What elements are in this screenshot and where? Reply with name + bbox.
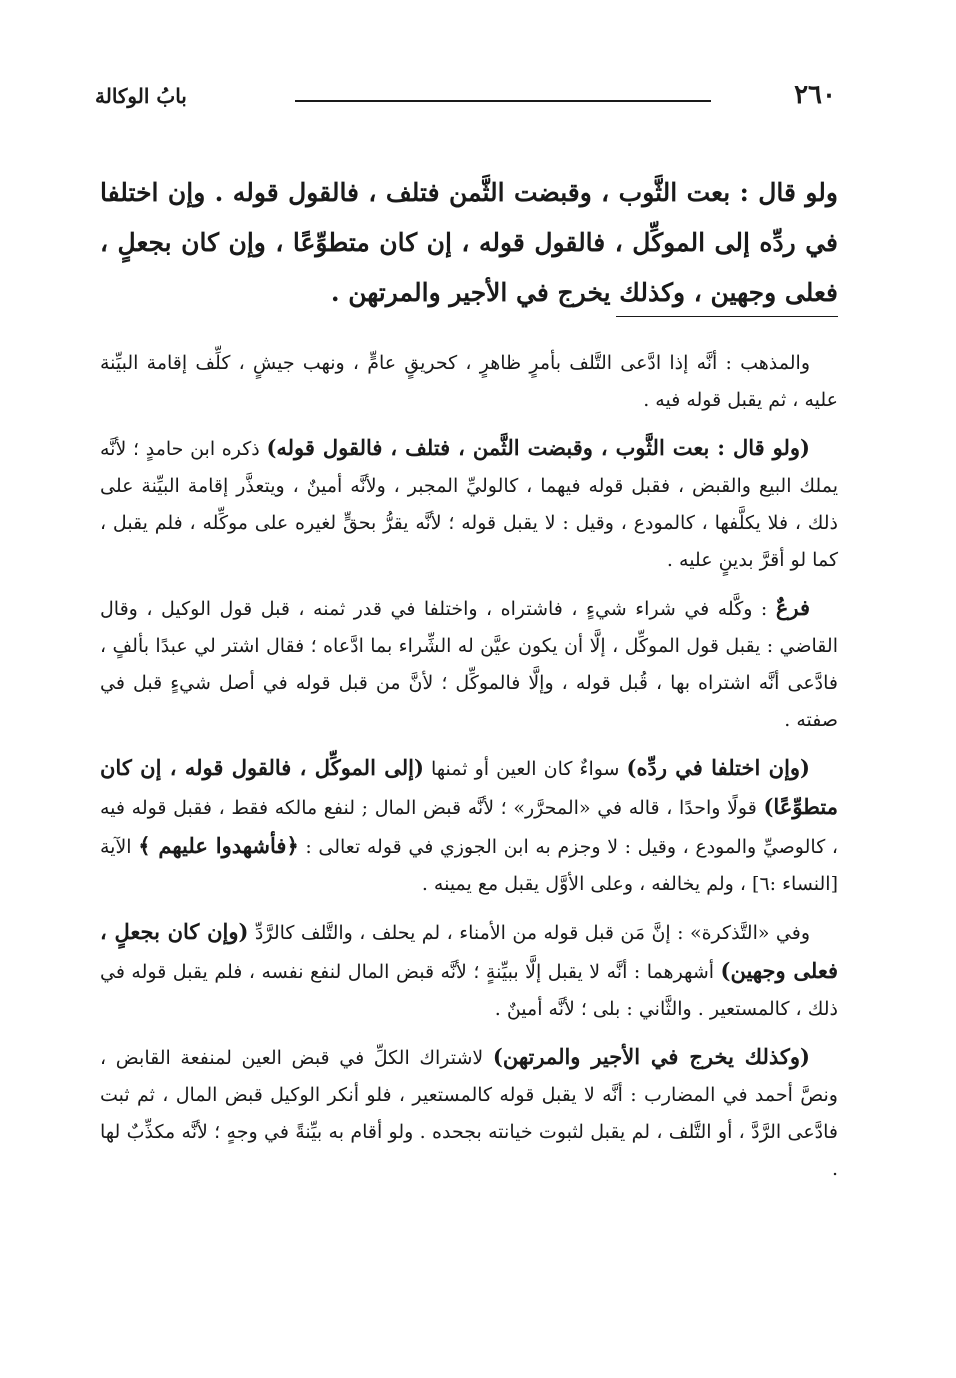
header-rule [295,100,711,102]
page-header [95,78,836,118]
paragraph-text: قولًا واحدًا ، قاله في «المحرَّر» ؛ لأنَّه قبض المال ; لنفع مالكه فقط ، فقبل قوله فيه ، كالوصيِّ والمودع ، وقيل : لا وجزم به ابن الجوزي في قوله تعالى : [100,797,838,858]
quoted-matn: (وكذلك يخرج في الأجير والمرتهن) [492,1044,810,1069]
paragraph-text: وفي «التَّذكرة» : إنَّ مَن قبل قوله من الأمناء ، لم يحلف ، والتَّلف كالرَّدِّ [248,922,810,944]
paragraph-text: لاشتراك الكلِّ في قبض العين لمنفعة القابض ، ونصَّ أحمد في المضارب : أنَّه لا يقبل قوله كالمستعير ، فلو أنكر الوكيل قبض المال ، ثم ثبت فادَّعى الرَّدَّ ، أو التَّلف ، لم يقبل لثبوت خيانته بجحده . ولو أقام به بيِّنةً في وجهٍ ؛ لأنَّه مكذِّبٌ لها . [100,1047,838,1180]
paragraph-text: الآية [النساء :٦] ، ولم يخالفه ، وعلى الأوَّل يقبل مع يمينه . [100,836,838,895]
commentary-paragraph-6 [100,1038,838,1188]
commentary-paragraph-1 [100,345,838,419]
paragraph-text: أشهرهما : أنَّه لا يقبل إلَّا ببيِّنةٍ ؛ لأنَّه قبض المال لنفع نفسه ، فلم يقبل قوله في ذلك ، كالمستعير . والثَّاني : بلى ؛ لأنَّه أمينٌ . [100,961,838,1020]
commentary [100,345,838,1198]
chapter-title: بابُ الوكالة [95,84,187,108]
paragraph-text: ذكره ابن حامدٍ ؛ لأنَّه يملك البيع والقبض ، فقبل قوله فيهما ، كالوليِّ المجبر ، ولأنَّه أمينٌ ، ويتعذَّر إقامة البيِّنة على ذلك ، فلا يكلَّفها ، كالمودع ، وقيل : لا يقبل قوله ؛ لأنَّه يقرُّ بحقٍّ لغيره على موكِّله ، فلم يقبل ، كما لو أقرَّ بدينٍ عليه . [100,438,838,571]
paragraph-text: : وكَّله في شراء شيءٍ ، فاشتراه ، واختلفا في قدر ثمنه ، قبل قول الوكيل ، وقال القاضي : يقبل قول الموكِّل ، إلَّا أن يكون عيَّن له الشِّراء بما ادَّعاه ؛ فقال اشتر لي عبدًا بألفٍ ، فادَّعى أنَّه اشتراه بها ، قُبل قوله ، وإلَّا فالموكِّل ؛ لأنَّ من قبل قوله في أصل شيءٍ قبل في صفته . [100,598,838,731]
quoted-matn: (وإن اختلفا في ردِّه) [626,755,810,780]
page-number: ٢٦٠ [794,80,836,110]
commentary-paragraph-3 [100,589,838,739]
quoted-matn: (ولو قال : بعت الثَّوب ، وقبضت الثَّمن ، فتلف ، فالقول قوله) [266,435,810,460]
commentary-paragraph-4 [100,749,838,903]
commentary-paragraph-5 [100,913,838,1028]
section-divider [616,316,838,317]
paragraph-text: سواءٌ كان العين أو ثمنها [423,758,627,780]
matn-text: ولو قال : بعت الثَّوب ، وقبضت الثَّمن فتلف ، فالقول قوله . وإن اختلفا في ردِّه إلى الموكِّل ، فالقول قوله ، إن كان متطوِّعًا ، وإن كان بجعلٍ ، فعلى وجهين ، وكذلك يخرج في الأجير والمرتهن . [100,178,838,307]
far-heading: فرعٌ [775,595,810,620]
paragraph-text: والمذهب : أنَّه إذا ادَّعى التَّلف بأمرٍ ظاهرٍ ، كحريقٍ عامٍّ ، ونهب جيشٍ ، كلِّف إقامة البيِّنة عليه ، ثم يقبل قوله فيه . [100,352,838,411]
quoted-matn: (وإن كان بجعلٍ ، فعلى وجهين) [100,919,838,983]
quran-quote: ﴿فأشهدوا عليهم ﴾ [138,833,299,858]
commentary-paragraph-2 [100,429,838,579]
quoted-matn: (إلى الموكِّل ، فالقول قوله ، إن كان متطوِّعًا) [100,755,838,819]
